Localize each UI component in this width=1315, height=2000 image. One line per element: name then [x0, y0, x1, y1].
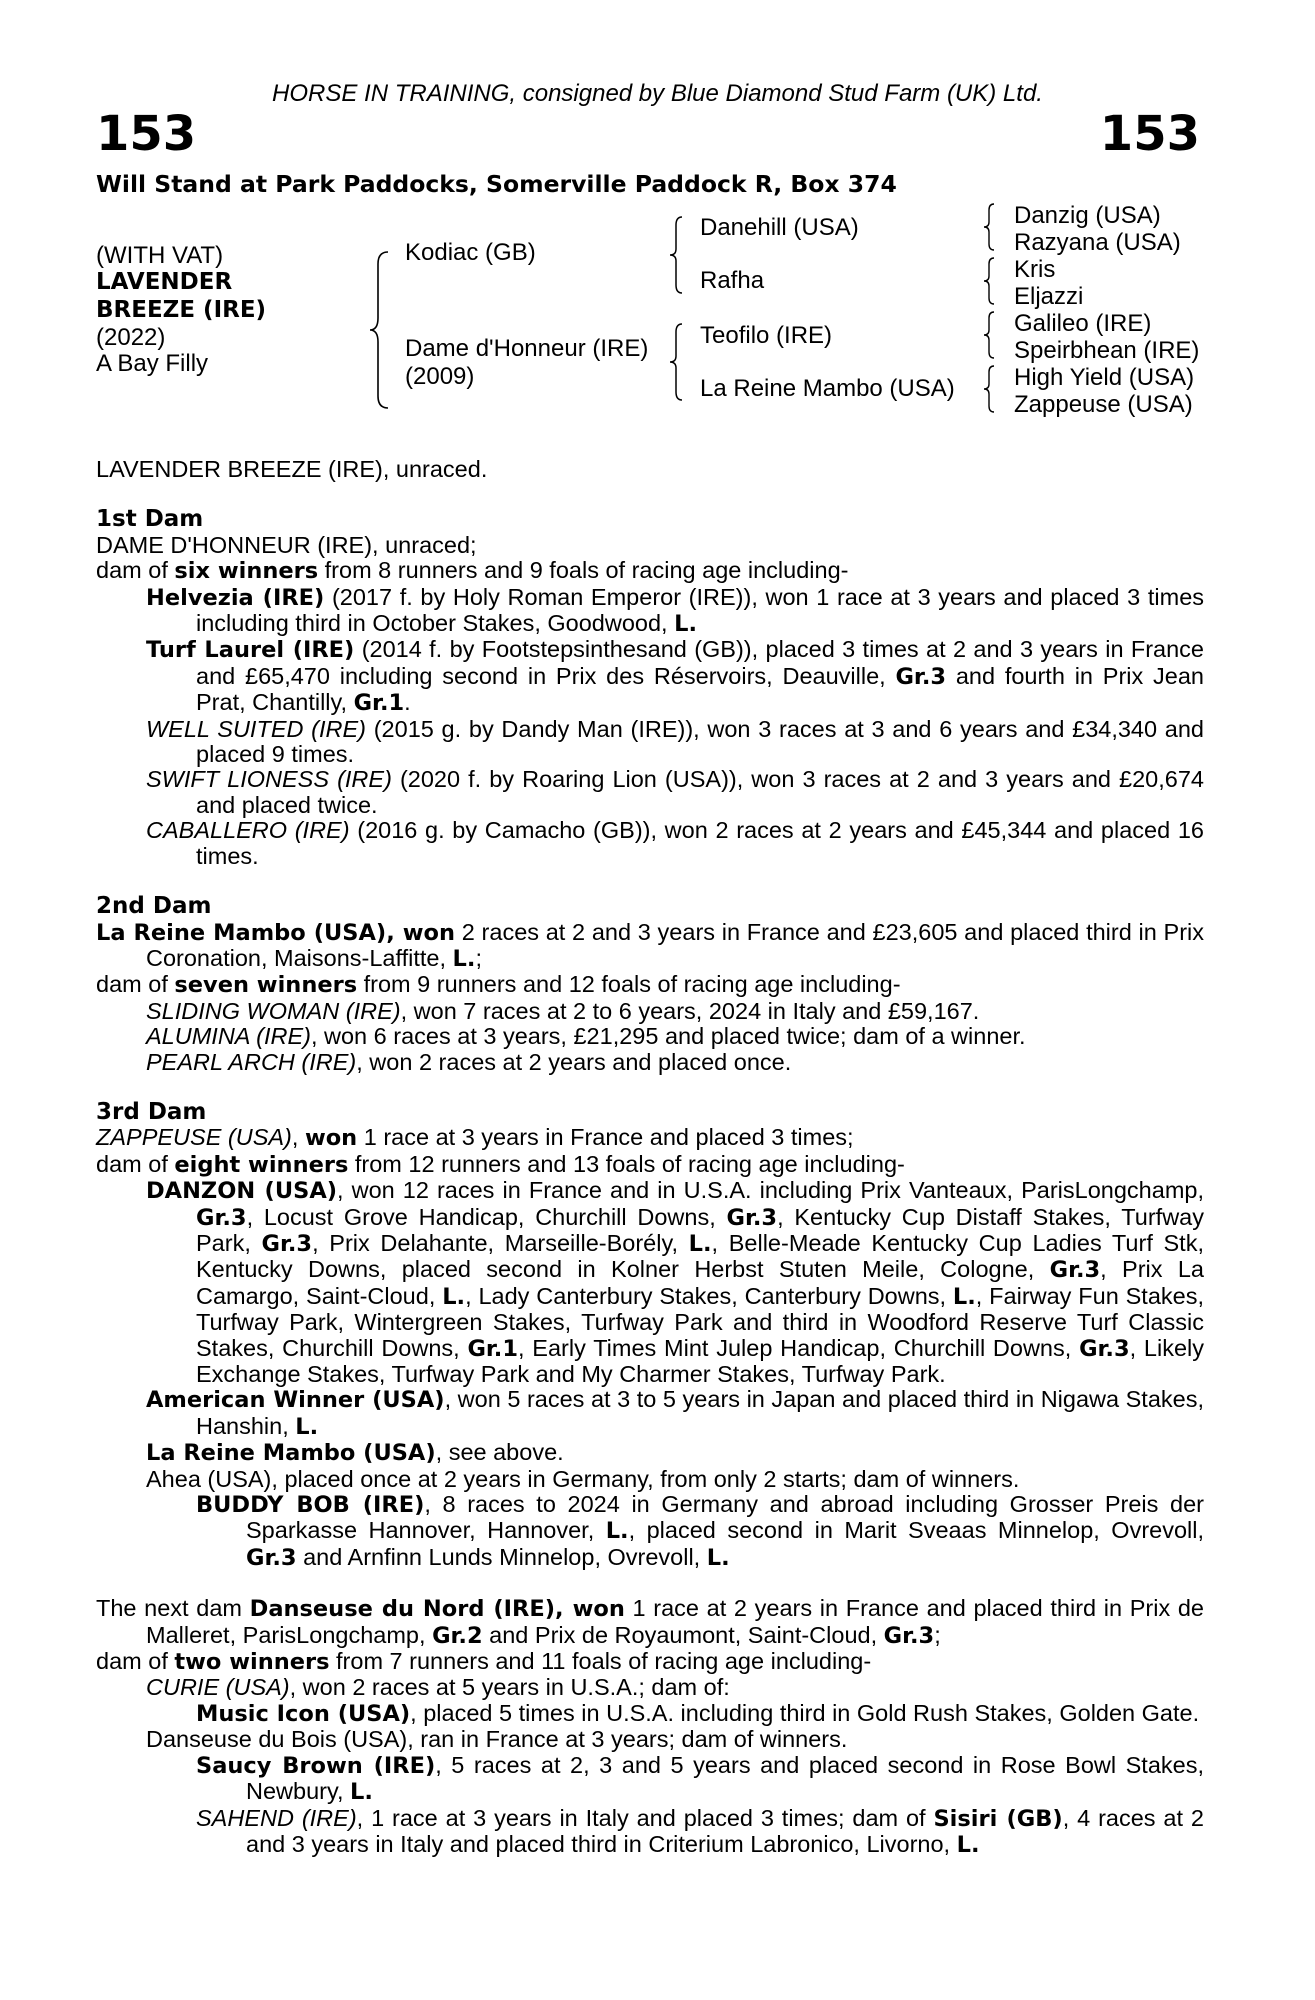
first-dam-line: DAME D'HONNEUR (IRE), unraced;: [96, 531, 477, 558]
produce-pearl-arch: PEARL ARCH (IRE), won 2 races at 2 years and placed once.: [146, 1048, 792, 1075]
catalogue-body: [96, 457, 1204, 1858]
produce-sliding-woman: SLIDING WOMAN (IRE), won 7 races at 2 to 6 years, 2024 in Italy and £59,167.: [146, 997, 980, 1024]
pedigree-dam-year: (2009): [405, 363, 475, 390]
produce-ahea: Ahea (USA), placed once at 2 years in Germany, from only 2 starts; dam of winners.: [146, 1465, 1020, 1492]
horse-year: (2022): [96, 324, 166, 351]
next-dam-line: The next dam Danseuse du Nord (IRE), won 1 race at 2 years in France and placed third in Prix de Malleret, ParisLongchamp, Gr.2 and Prix de Royaumont, Saint-Cloud, Gr.3;: [96, 1595, 1205, 1649]
lot-number-right: 153: [1099, 106, 1200, 162]
pedigree-brace-g3-1: [982, 202, 998, 252]
pedigree-brace-sire: [668, 215, 686, 295]
pedigree-g3-8: Zappeuse (USA): [1014, 391, 1193, 418]
pedigree-dam-dam: La Reine Mambo (USA): [700, 375, 955, 402]
pedigree-g3-3: Kris: [1014, 256, 1056, 283]
produce-alumina: ALUMINA (IRE), won 6 races at 3 years, £21,295 and placed twice; dam of a winner.: [146, 1023, 1026, 1050]
produce-turf-laurel: Turf Laurel (IRE) (2014 f. by Footstepsinthesand (GB)), placed 3 times at 2 and 3 years in France and £65,470 including second in Prix des Réservoirs, Deauville, Gr.3 and fourth in Prix Jean Prat, Chantilly, Gr.1.: [146, 636, 1205, 717]
produce-american-winner: American Winner (USA), won 5 races at 3 to 5 years in Japan and placed third in Nigawa Stakes, Hanshin, L.: [146, 1386, 1205, 1440]
stand-location: Will Stand at Park Paddocks, Somerville Paddock R, Box 374: [96, 170, 897, 198]
pedigree-g3-2: Razyana (USA): [1014, 229, 1181, 256]
vat-note: (WITH VAT): [96, 242, 224, 269]
second-dam-produce-line: dam of seven winners from 9 runners and 12 foals of racing age including-: [96, 971, 901, 999]
pedigree-brace-g3-4: [982, 364, 998, 414]
pedigree-g3-4: Eljazzi: [1014, 283, 1084, 310]
pedigree-sire-sire: Danehill (USA): [700, 214, 859, 241]
produce-danseuse-du-bois: Danseuse du Bois (USA), ran in France at 3 years; dam of winners.: [146, 1726, 848, 1753]
first-dam-heading: 1st Dam: [96, 506, 204, 533]
intro-line: LAVENDER BREEZE (IRE), unraced.: [96, 456, 488, 482]
produce-caballero: CABALLERO (IRE) (2016 g. by Camacho (GB)), won 2 races at 2 years and £45,344 and placed 16 times.: [146, 817, 1204, 869]
pedigree-brace-main: [368, 250, 392, 410]
horse-name-line2: BREEZE (IRE): [96, 297, 267, 323]
third-dam-heading: 3rd Dam: [96, 1098, 207, 1125]
grandproduce-music-icon: Music Icon (USA), placed 5 times in U.S.A. including third in Gold Rush Stakes, Golden Gate.: [196, 1699, 1200, 1727]
catalogue-header-title: HORSE IN TRAINING, consigned by Blue Diamond Stud Farm (UK) Ltd.: [272, 80, 1043, 107]
pedigree-dam-sire: Teofilo (IRE): [700, 322, 833, 349]
pedigree-sire-dam: Rafha: [700, 267, 765, 294]
produce-la-reine-mambo: La Reine Mambo (USA), see above.: [146, 1439, 564, 1467]
lot-number-left: 153: [96, 106, 197, 162]
grandproduce-saucy-brown: Saucy Brown (IRE), 5 races at 2, 3 and 5 years and placed second in Rose Bowl Stakes, Newbury, L.: [196, 1751, 1204, 1806]
grandproduce-sahend: SAHEND (IRE), 1 race at 3 years in Italy and placed 3 times; dam of Sisiri (GB), 4 races at 2 and 3 years in Italy and placed third in Criterium Labronico, Livorno, L.: [196, 1804, 1204, 1858]
horse-name-line1: LAVENDER: [96, 269, 233, 295]
pedigree-g3-5: Galileo (IRE): [1014, 310, 1152, 337]
pedigree-g3-6: Speirbhean (IRE): [1014, 337, 1200, 364]
pedigree-dam: Dame d'Honneur (IRE): [405, 335, 649, 362]
produce-swift-lioness: SWIFT LIONESS (IRE) (2020 f. by Roaring Lion (USA)), won 3 races at 2 and 3 years and £20,674 and placed twice.: [146, 766, 1204, 818]
produce-helvezia: Helvezia (IRE) (2017 f. by Holy Roman Emperor (IRE)), won 1 race at 3 years and placed 3 times including third in October Stakes, Goodwood, L.: [146, 583, 1205, 638]
pedigree-brace-g3-3: [982, 310, 998, 360]
pedigree-sire: Kodiac (GB): [405, 239, 536, 266]
horse-description: A Bay Filly: [96, 350, 209, 377]
produce-well-suited: WELL SUITED (IRE) (2015 g. by Dandy Man (IRE)), won 3 races at 3 and 6 years and £34,340 and placed 9 times.: [146, 715, 1204, 768]
produce-curie: CURIE (USA), won 2 races at 5 years in U.S.A.; dam of:: [146, 1674, 730, 1701]
next-dam-produce-line: dam of two winners from 7 runners and 11 foals of racing age including-: [96, 1648, 872, 1676]
first-dam-produce-line: dam of six winners from 8 runners and 9 foals of racing age including-: [96, 557, 849, 585]
pedigree-brace-dam: [668, 322, 686, 402]
second-dam-heading: 2nd Dam: [96, 893, 212, 920]
produce-danzon: DANZON (USA), won 12 races in France and in U.S.A. including Prix Vanteaux, ParisLongchamp, Gr.3, Locust Grove Handicap, Churchill Downs, Gr.3, Kentucky Cup Distaff Stakes, Turfway Park, Gr.3, Prix Delahante, Marseille-Borély, L., Belle-Meade Kentucky Cup Ladies Turf Stk, Kentucky Downs, placed second in Kolner Herbst Stuten Meile, Cologne, Gr.3, Prix La Camargo, Saint-Cloud, L., Lady Canterbury Stakes, Canterbury Downs, L., Fairway Fun Stakes, Turfway Park, Wintergreen Stakes, Turfway Park and third in Woodford Reserve Turf Classic Stakes, Churchill Downs, Gr.1, Early Times Mint Julep Handicap, Churchill Downs, Gr.3, Likely Exchange Stakes, Turfway Park and My Charmer Stakes, Turfway Park.: [146, 1177, 1204, 1387]
second-dam-line: La Reine Mambo (USA), won 2 races at 2 and 3 years in France and £23,605 and placed third in Prix Coronation, Maisons-Laffitte, L.;: [96, 918, 1204, 972]
pedigree-brace-g3-2: [982, 256, 998, 306]
third-dam-line: ZAPPEUSE (USA), won 1 race at 3 years in France and placed 3 times;: [96, 1124, 854, 1152]
pedigree-g3-1: Danzig (USA): [1014, 202, 1161, 229]
third-dam-produce-line: dam of eight winners from 12 runners and 13 foals of racing age including-: [96, 1150, 905, 1178]
grandproduce-buddy-bob: BUDDY BOB (IRE), 8 races to 2024 in Germany and abroad including Grosser Preis der Sparkasse Hannover, Hannover, L., placed second in Marit Sveaas Minnelop, Ovrevoll, Gr.3 and Arnfinn Lunds Minnelop, Ovrevoll, L.: [196, 1491, 1205, 1571]
pedigree-g3-7: High Yield (USA): [1014, 364, 1195, 391]
